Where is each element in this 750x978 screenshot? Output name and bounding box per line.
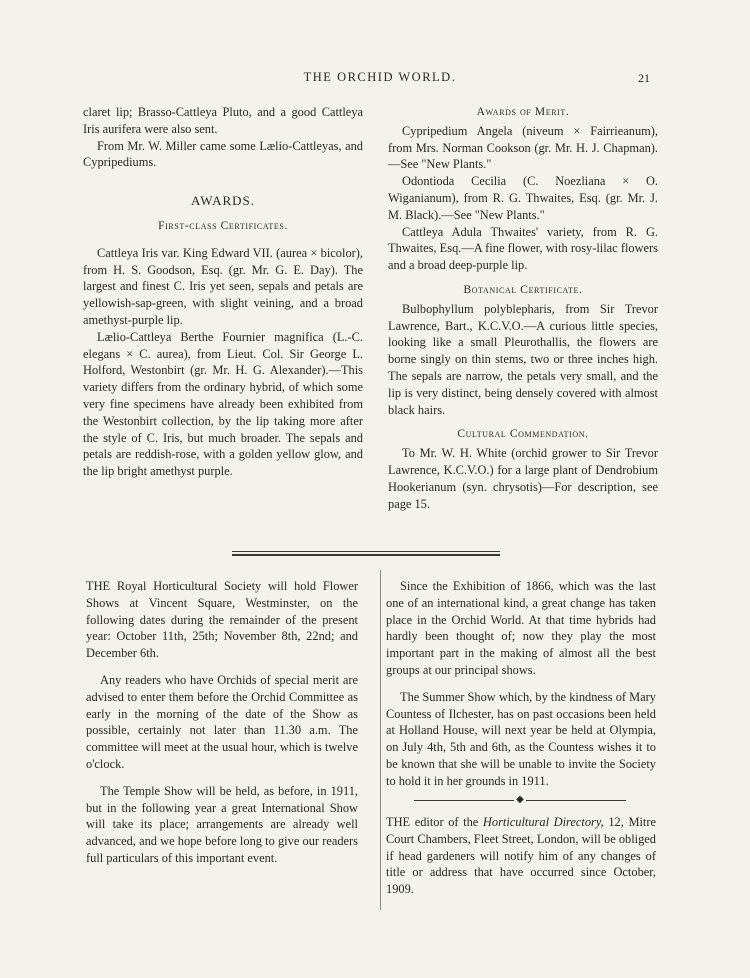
botanical-certificate-heading: Botanical Certificate. (463, 283, 583, 296)
page-header-title: THE ORCHID WORLD. (303, 70, 457, 84)
awards-heading: AWARDS. (190, 193, 256, 209)
diamond-ornament: ◆ (516, 794, 524, 805)
paragraph: Cattleya Adula Thwaites' variety, from R. G. Thwaites, Esq.—A fine flower, with rosy-lilac flowers and a broad deep-purple lip. (388, 224, 658, 273)
paragraph: Odontioda Cecilia (C. Noezliana × O. Wiganianum), from R. G. Thwaites, Esq. (gr. Mr. J. M. Black).—See "New Plants." (388, 174, 658, 222)
left-top-column (83, 104, 363, 480)
paragraph: claret lip; Brasso-Cattleya Pluto, and a good Cattleya Iris aurifera were also sent. (83, 105, 363, 136)
left-bottom-column (86, 578, 358, 867)
paragraph: The Temple Show will be held, as before, in 1911, but in the following year a great International Show will take its place; arrangements are already well advanced, and we hope before long to give our readers full particulars of this important event. (86, 783, 358, 865)
cultural-commendation-heading: Cultural Commendation. (457, 428, 589, 441)
paragraph: Cypripedium Angela (niveum × Fairrieanum), from Mrs. Norman Cookson (gr. Mr. H. J. Chapman).—See "New Plants." (388, 123, 658, 172)
italic-title: Horticultural Directory, (482, 815, 604, 829)
paragraph: Bulbophyllum polyblepharis, from Sir Trevor Lawrence, Bart., K.C.V.O.—A curious little species, looking like a small Pleurothallis, the flowers are borne singly on thin stems, two or three inches high. The sepals are narrow, the petals very small, and the lip is very distinct, being densely covered with almost black hairs. (388, 301, 658, 417)
paragraph: The Summer Show which, by the kindness of Mary Countess of Ilchester, has on past occasions been held at Holland House, will next year be held at Olympia, on July 4th, 5th and 6th, as the Countess wishes it to be known that she will be unable to invite the Society to hold it in her grounds in 1911. (386, 689, 656, 788)
paragraph: From Mr. W. Miller came some Lælio-Cattleyas, and Cypripediums. (83, 138, 363, 170)
right-top-column (388, 104, 658, 512)
section-divider-bottom (232, 554, 500, 556)
right-bottom-notice (386, 814, 656, 898)
paragraph: Any readers who have Orchids of special merit are advised to enter them before the Orchid Committee as early in the morning of the date of the Show as possible, certainly not later than 11.30 a.m. The committee will meet at the usual hour, which is twelve o'clock. (86, 672, 358, 771)
page-number: 21 (638, 71, 650, 85)
paragraph: THE Royal Horticultural Society will hold Flower Shows at Vincent Square, Westminster, on the following dates during the remainder of the present year: October 11th, 25th; November 8th, 22nd; and December 6th. (86, 579, 358, 661)
column-rule (380, 570, 381, 910)
ornament-divider (395, 795, 645, 805)
paragraph: Since the Exhibition of 1866, which was the last one of an international kind, a great change has taken place in the Orchid World. At that time hybrids had hardly been thought of; now they play the most important part in the making of almost all the best groups at our principal shows. (386, 579, 656, 677)
awards-of-merit-heading: Awards of Merit. (476, 106, 570, 118)
first-class-certificates-heading: First-class Certificates. (158, 219, 288, 232)
paragraph: Cattleya Iris var. King Edward VII. (aurea × bicolor), from H. S. Goodson, Esq. (gr. Mr. G. E. Day). The largest and finest C. Iris yet seen, sepals and petals are yellowish-sap-green, with slight veining, and a broad amethyst-purple lip. (83, 245, 363, 327)
paragraph: To Mr. W. H. White (orchid grower to Sir Trevor Lawrence, K.C.V.O.) for a large plant of Dendrobium Hookerianum (syn. chrysotis)—For description, see page 15. (388, 446, 658, 511)
paragraph: Lælio-Cattleya Berthe Fournier magnifica (L.-C. elegans × C. aurea), from Lieut. Col. Sir George L. Holford, Westonbirt (gr. Mr. H. G. Alexander).—This variety differs from the ordinary hybrid, of which some very fine specimens have already been exhibited from the Westonbirt collection, by the lip taking more after the style of C. Iris, but much broader. The sepals and petals are reddish-rose, with a golden yellow glow, and the lip bright amethyst purple. (83, 329, 363, 479)
right-bottom-column (386, 578, 656, 790)
section-divider-top (232, 551, 500, 552)
paragraph: THE editor of the Horticultural Directory, 12, Mitre Court Chambers, Fleet Street, London, will be obliged if head gardeners will notify him of any changes of title or address that have occurred since October, 1909. (386, 815, 656, 897)
